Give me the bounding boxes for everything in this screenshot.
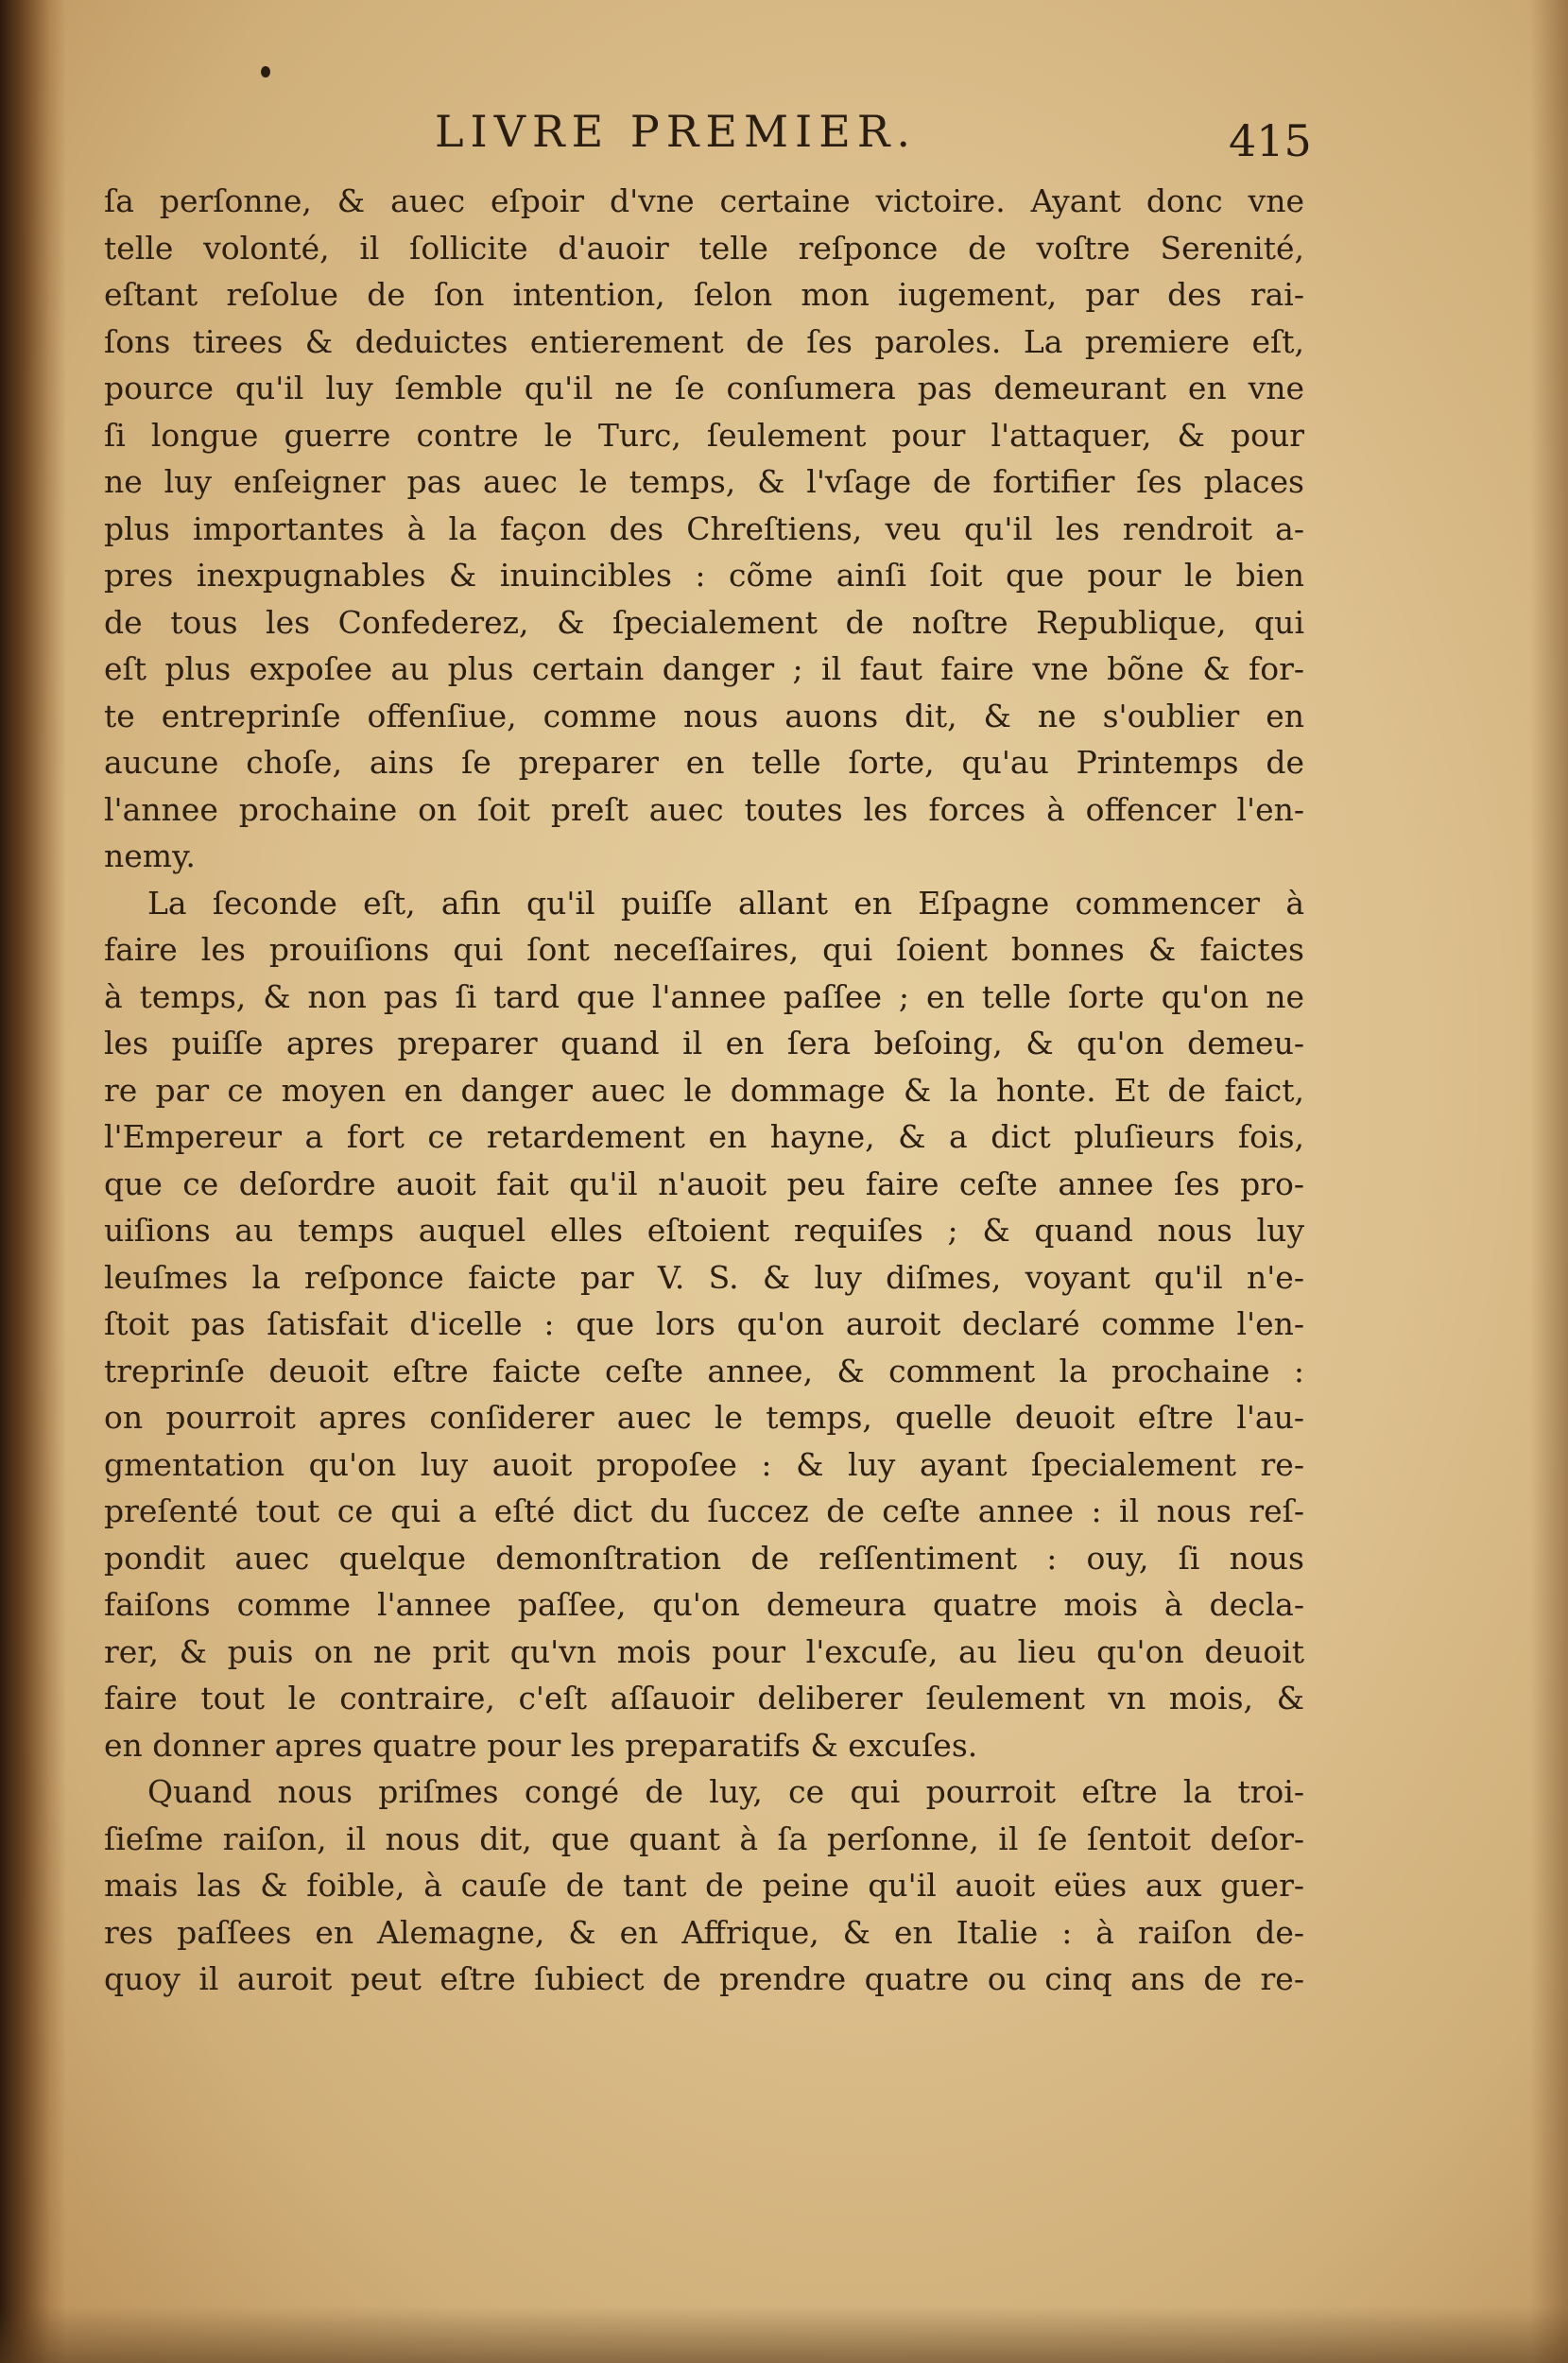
text-line: res paſſees en Alemagne, & en Affrique, & en Italie : à raiſon de-	[104, 1913, 1304, 1951]
text-line: preſenté tout ce qui a eſté dict du ſuccez de ceſte annee : il nous reſ-	[104, 1492, 1304, 1529]
text-line: treprinſe deuoit eſtre faicte ceſte annee, & comment la prochaine :	[104, 1352, 1304, 1389]
text-line: rer, & puis on ne prit qu'vn mois pour l'excuſe, au lieu qu'on deuoit	[104, 1632, 1304, 1670]
running-head: LIVRE PREMIER.	[435, 106, 918, 157]
ink-spot	[261, 66, 270, 78]
text-line: te entreprinſe offenſiue, comme nous auons dit, & ne s'oublier en	[104, 697, 1304, 734]
body-text	[104, 178, 1304, 2003]
text-line: ſons tirees & deduictes entierement de ſes paroles. La premiere eſt,	[104, 322, 1304, 360]
spine-shadow	[0, 0, 66, 2363]
text-line: quoy il auroit peut eſtre ſubiect de prendre quatre ou cinq ans de re-	[104, 1960, 1304, 1997]
text-line: leuſmes la reſponce faicte par V. S. & luy diſmes, voyant qu'il n'e-	[104, 1258, 1304, 1296]
text-line: pource qu'il luy ſemble qu'il ne ſe conſumera pas demeurant en vne	[104, 370, 1304, 406]
text-line: en donner apres quatre pour les preparatifs & excuſes.	[104, 1726, 978, 1764]
text-line: pondit auec quelque demonſtration de reſſentiment : ouy, ſi nous	[104, 1539, 1304, 1577]
text-line: mais las & foible, à cauſe de tant de peine qu'il auoit eües aux guer-	[104, 1867, 1304, 1904]
text-line: gmentation qu'on luy auoit propoſee : & luy ayant ſpecialement re-	[104, 1445, 1304, 1483]
text-line: faire tout le contraire, c'eſt aſſauoir deliberer ſeulement vn mois, &	[104, 1680, 1304, 1716]
text-line: pres inexpugnables & inuincibles : cõme ainſi ſoit que pour le bien	[104, 557, 1304, 594]
text-line: les puiſſe apres preparer quand il en ſera beſoing, & qu'on demeu-	[104, 1025, 1304, 1061]
text-line: ſieſme raiſon, il nous dit, que quant à ſa perſonne, il ſe ſentoit deſor-	[104, 1820, 1304, 1857]
text-line: re par ce moyen en danger auec le dommage & la honte. Et de faict,	[104, 1071, 1304, 1109]
text-line: ſa perſonne, & auec eſpoir d'vne certaine victoire. Ayant donc vne	[104, 182, 1304, 219]
text-line: uiſions au temps auquel elles eſtoient requiſes ; & quand nous luy	[104, 1212, 1304, 1249]
text-line: faire les prouiſions qui ſont neceſſaires, qui ſoient bonnes & faictes	[104, 931, 1304, 968]
text-line: ſi longue guerre contre le Turc, ſeulement pour l'attaquer, & pour	[104, 416, 1304, 454]
text-line: l'Empereur a fort ce retardement en hayne, & a dict pluſieurs fois,	[104, 1118, 1304, 1155]
text-line: l'annee prochaine on ſoit preſt auec toutes les forces à offencer l'en-	[104, 790, 1304, 828]
text-line: Quand nous priſmes congé de luy, ce qui pourroit eſtre la troi-	[147, 1773, 1304, 1810]
text-line: de tous les Confederez, & ſpecialement de noſtre Republique, qui	[104, 603, 1304, 641]
text-line: que ce deſordre auoit fait qu'il n'auoit peu faire ceſte annee ſes pro-	[104, 1164, 1304, 1202]
text-line: eſtant reſolue de ſon intention, ſelon mon iugement, par des rai-	[104, 276, 1304, 313]
page-number: 415	[1229, 115, 1312, 166]
text-line: aucune choſe, ains ſe preparer en telle ſorte, qu'au Printemps de	[104, 744, 1304, 781]
text-line: on pourroit apres conſiderer auec le temps, quelle deuoit eſtre l'au-	[104, 1399, 1304, 1436]
text-line: ſtoit pas ſatisfait d'icelle : que lors qu'on auroit declaré comme l'en-	[104, 1305, 1304, 1342]
text-line: telle volonté, il ſollicite d'auoir telle reſponce de voſtre Serenité,	[104, 229, 1304, 267]
text-line: plus importantes à la façon des Chreſtiens, veu qu'il les rendroit a-	[104, 509, 1304, 547]
text-line: faiſons comme l'annee paſſee, qu'on demeura quatre mois à decla-	[104, 1586, 1304, 1623]
text-line: à temps, & non pas ſi tard que l'annee paſſee ; en telle ſorte qu'on ne	[104, 977, 1304, 1015]
text-line: nemy.	[104, 837, 196, 874]
text-line: La ſeconde eſt, afin qu'il puiſſe allant en Eſpagne commencer à	[147, 884, 1304, 922]
page-edge-right	[1530, 0, 1568, 2363]
text-line: ne luy enſeigner pas auec le temps, & l'vſage de fortifier ſes places	[104, 463, 1304, 500]
text-line: eſt plus expoſee au plus certain danger ; il faut faire vne bõne & for-	[104, 650, 1304, 687]
page-edge-bottom	[0, 2306, 1568, 2363]
